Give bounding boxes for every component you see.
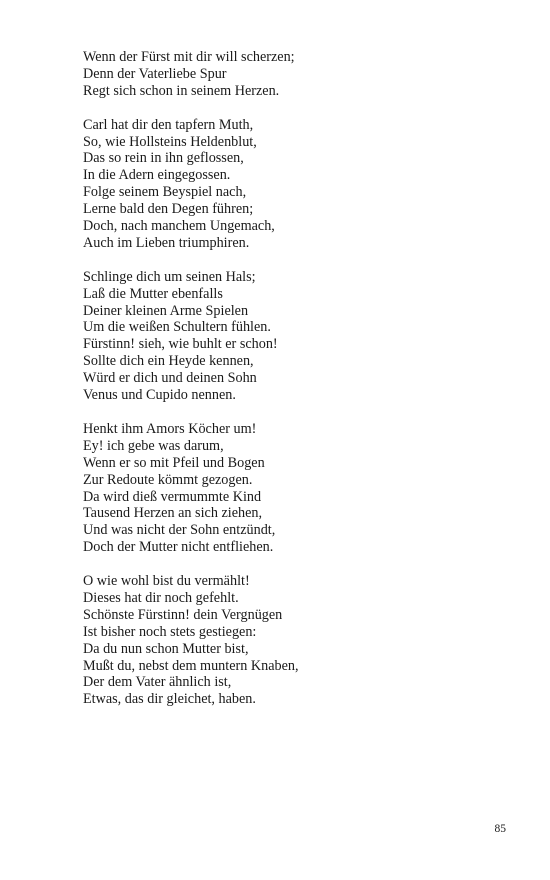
- poem-line: Würd er dich und deinen Sohn: [83, 370, 257, 387]
- poem-line: Schlinge dich um seinen Hals;: [83, 268, 256, 285]
- poem-line: Venus und Cupido nennen.: [83, 387, 236, 404]
- stanza: [83, 117, 503, 252]
- page-number: 85: [494, 823, 506, 835]
- poem-line: Mußt du, nebst dem muntern Knaben,: [83, 657, 299, 674]
- poem-line: Etwas, das dir gleichet, haben.: [83, 691, 256, 708]
- poem-line: Schönste Fürstinn! dein Vergnügen: [83, 606, 283, 623]
- poem-line: Da du nun schon Mutter bist,: [83, 640, 249, 657]
- poem-line: Da wird dieß vermummte Kind: [83, 488, 262, 505]
- poem-line: Doch, nach manchem Ungemach,: [83, 218, 275, 235]
- poem-text: [83, 49, 503, 725]
- poem-line: So, wie Hollsteins Heldenblut,: [83, 133, 257, 150]
- poem-line: Doch der Mutter nicht entfliehen.: [83, 539, 274, 556]
- poem-line: Der dem Vater ähnlich ist,: [83, 674, 232, 691]
- poem-line: Um die weißen Schultern fühlen.: [83, 319, 271, 336]
- poem-line: Deiner kleinen Arme Spielen: [83, 302, 249, 319]
- poem-line: Regt sich schon in seinem Herzen.: [83, 82, 280, 99]
- poem-line: Folge seinem Beyspiel nach,: [83, 184, 247, 201]
- poem-line: Zur Redoute kömmt gezogen.: [83, 471, 253, 488]
- poem-line: Fürstinn! sieh, wie buhlt er schon!: [83, 336, 278, 353]
- poem-line: Dieses hat dir noch gefehlt.: [83, 589, 239, 606]
- stanza: [83, 421, 503, 556]
- poem-line: Auch im Lieben triumphiren.: [83, 234, 250, 251]
- poem-line: Ey! ich gebe was darum,: [83, 437, 224, 454]
- poem-line: Und was nicht der Sohn entzündt,: [83, 522, 276, 539]
- poem-line: Das so rein in ihn geflossen,: [83, 150, 244, 167]
- stanza: [83, 49, 503, 100]
- poem-line: In die Adern eingegossen.: [83, 167, 231, 184]
- stanza: [83, 573, 503, 708]
- poem-line: Sollte dich ein Heyde kennen,: [83, 353, 254, 370]
- poem-line: Carl hat dir den tapfern Muth,: [83, 116, 254, 133]
- poem-line: O wie wohl bist du vermählt!: [83, 573, 250, 590]
- poem-line: Wenn der Fürst mit dir will scherzen;: [83, 49, 295, 65]
- stanza: [83, 269, 503, 404]
- poem-line: Lerne bald den Degen führen;: [83, 201, 254, 218]
- poem-line: Ist bisher noch stets gestiegen:: [83, 623, 257, 640]
- poem-line: Henkt ihm Amors Köcher um!: [83, 420, 257, 437]
- poem-line: Laß die Mutter ebenfalls: [83, 285, 223, 302]
- poem-line: Wenn er so mit Pfeil und Bogen: [83, 454, 265, 471]
- poem-line: Tausend Herzen an sich ziehen,: [83, 505, 263, 522]
- poem-line: Denn der Vaterliebe Spur: [83, 65, 227, 82]
